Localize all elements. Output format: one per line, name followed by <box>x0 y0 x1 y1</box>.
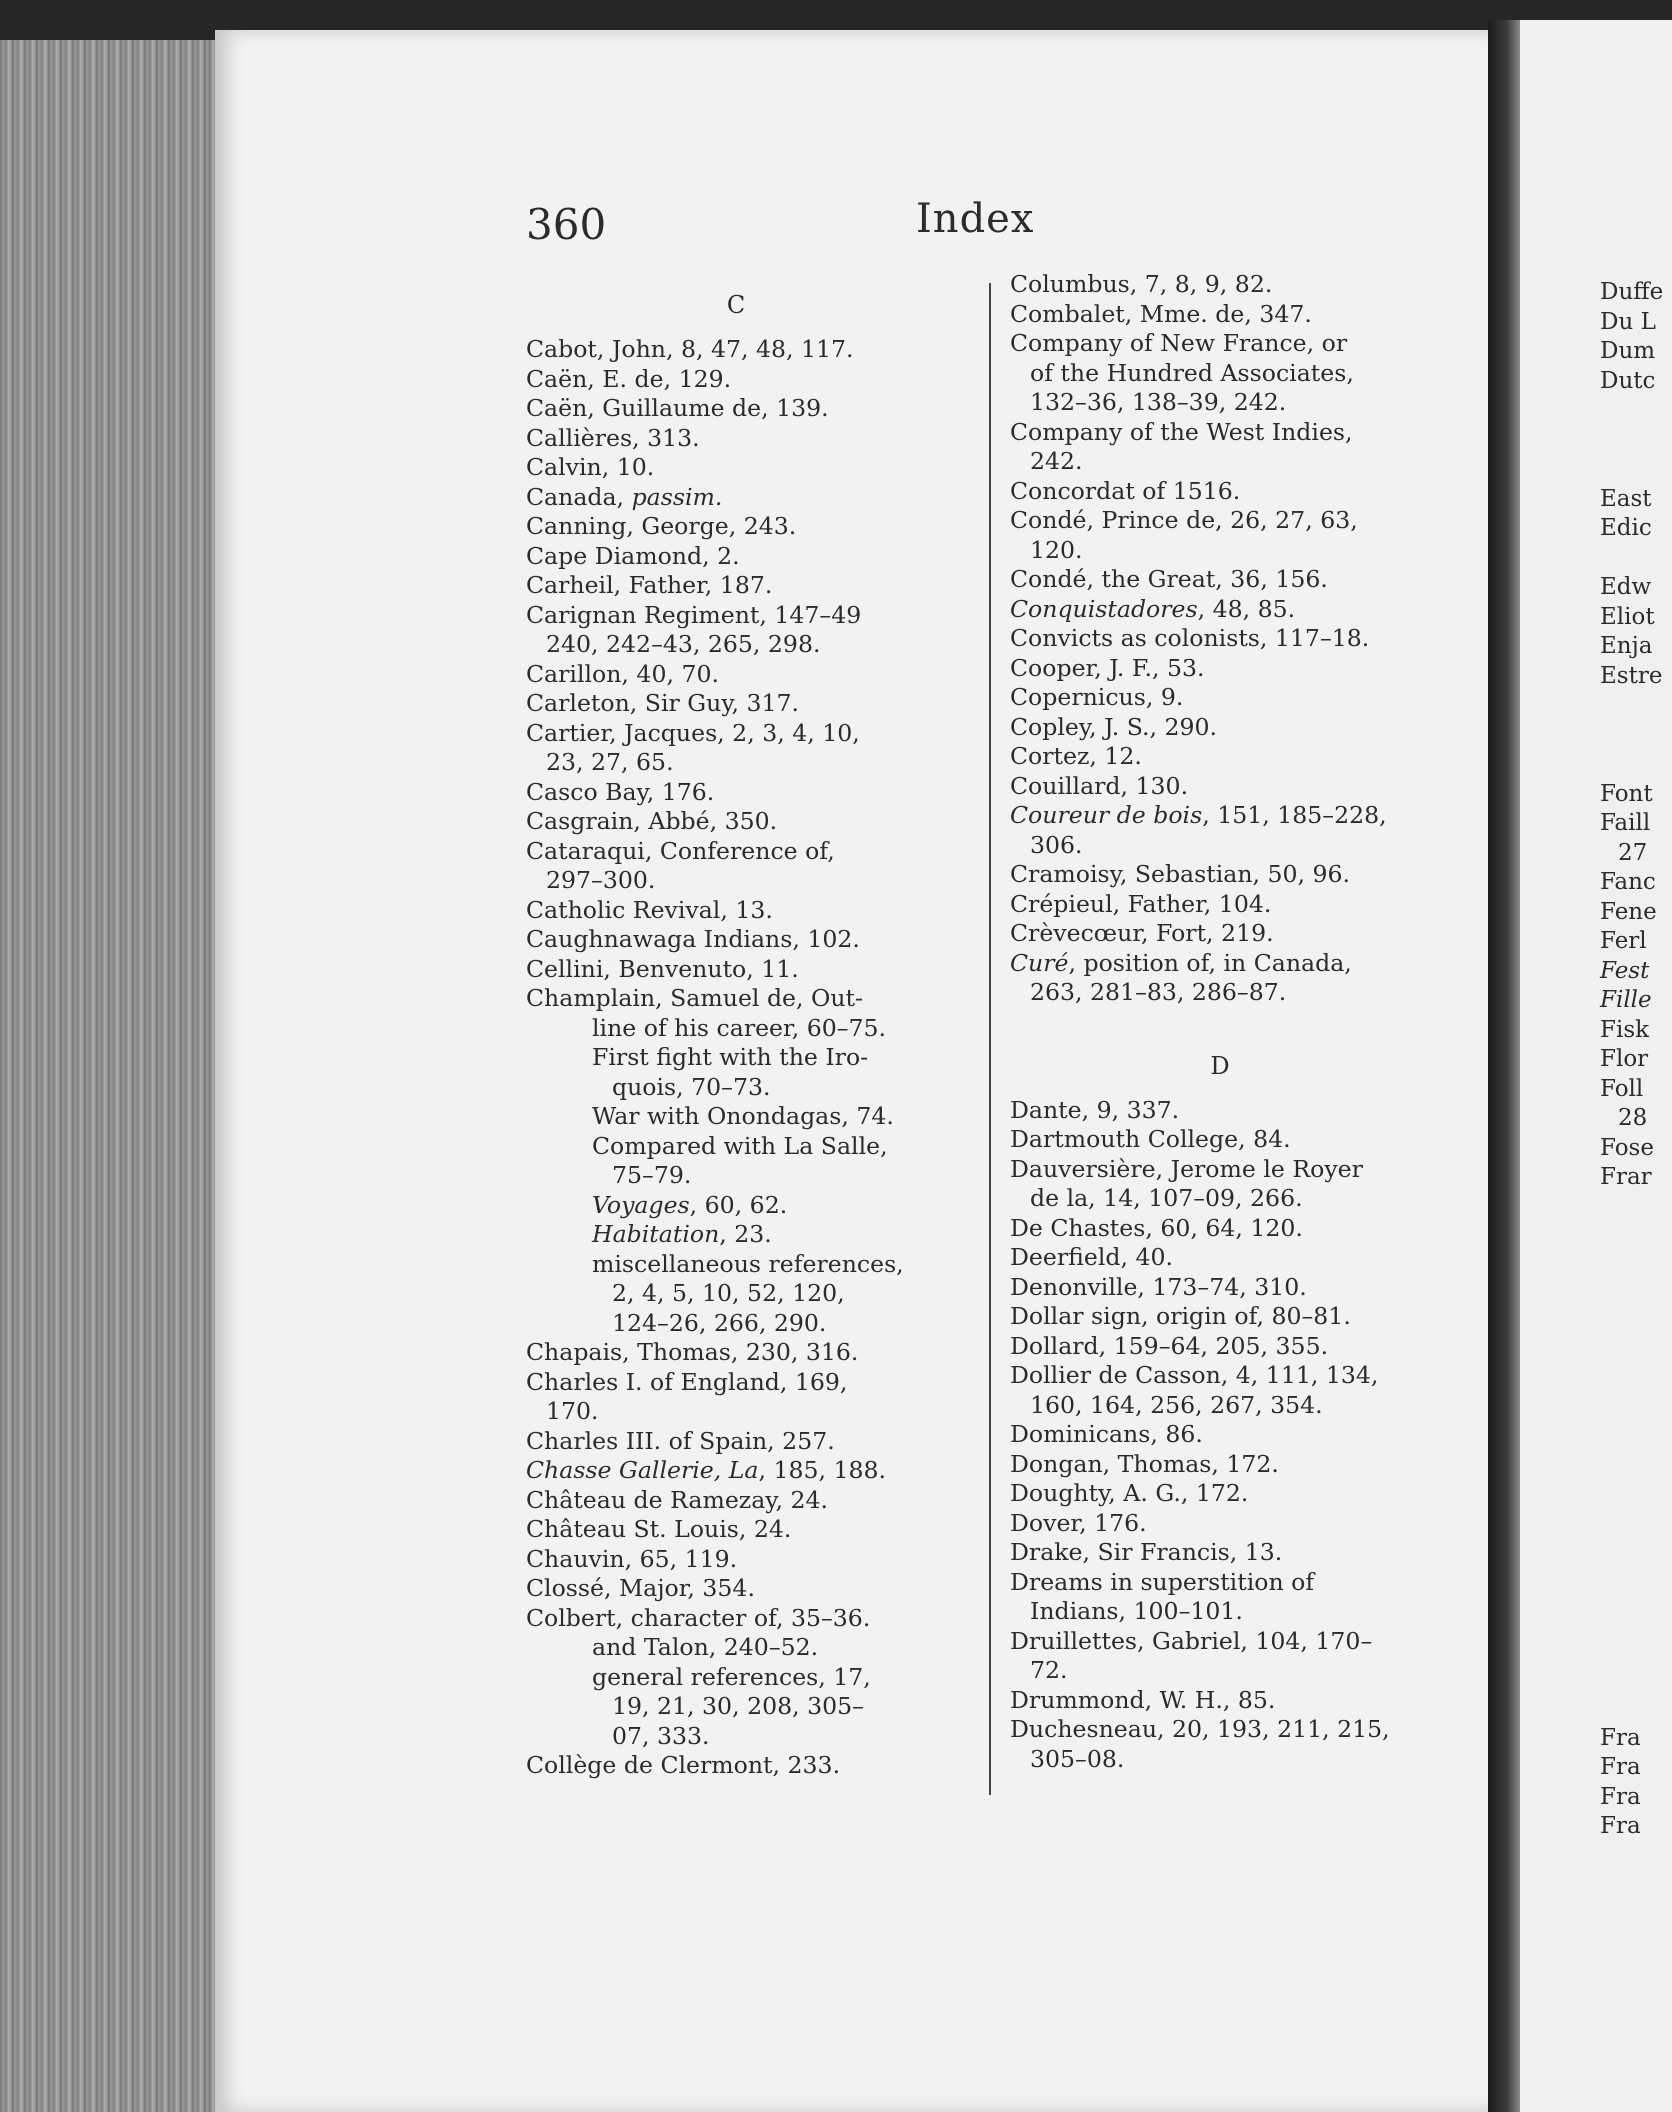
index-entry-line: Indians, 100–101. <box>1030 1597 1243 1625</box>
index-entry-line: 242. <box>1030 447 1083 475</box>
index-entry-line: Columbus, 7, 8, 9, 82. <box>1010 270 1273 298</box>
index-entry-line: Deerfield, 40. <box>1010 1243 1173 1271</box>
index-entry-line: Cape Diamond, 2. <box>526 541 740 570</box>
index-entry-line: Condé, the Great, 36, 156. <box>1010 565 1328 593</box>
index-entry-line: Copernicus, 9. <box>1010 683 1184 711</box>
facing-page-text-fragment: Du L <box>1600 308 1656 335</box>
facing-page-text-fragment: Ferl <box>1600 928 1647 954</box>
index-entry-line: Carignan Regiment, 147–49 <box>526 600 862 629</box>
index-entry-line: and Talon, 240–52. <box>592 1633 819 1661</box>
index-column-left <box>526 276 966 1781</box>
index-entry-line: Canning, George, 243. <box>526 512 797 540</box>
index-entry-line: Combalet, Mme. de, 347. <box>1010 299 1312 328</box>
index-entry-line: Dollier de Casson, 4, 111, 134, <box>1010 1361 1379 1389</box>
index-entry-line: Compared with La Salle, <box>592 1131 888 1160</box>
index-entry-line: Conquistadores, 48, 85. <box>1010 594 1296 623</box>
index-entry-line: 263, 281–83, 286–87. <box>1030 978 1287 1006</box>
index-entry-line: line of his career, 60–75. <box>592 1013 887 1042</box>
index-entry-line: Calvin, 10. <box>526 453 655 481</box>
index-entry-line: quois, 70–73. <box>612 1072 771 1101</box>
index-entry-line: Dauversière, Jerome le Royer <box>1010 1154 1363 1183</box>
index-entry-line: Cooper, J. F., 53. <box>1010 653 1205 682</box>
facing-page-text-fragment: Font <box>1600 780 1653 807</box>
index-entry-line: 75–79. <box>612 1161 692 1189</box>
running-head: Index <box>916 196 1035 242</box>
facing-page-text-fragment: 27 <box>1618 839 1648 866</box>
index-entry-line: Cataraqui, Conference of, <box>526 836 835 865</box>
facing-page-text-fragment: Fest <box>1600 957 1650 984</box>
index-entry-line: Château St. Louis, 24. <box>526 1515 792 1543</box>
index-entry-line: Carillon, 40, 70. <box>526 659 719 688</box>
index-entry-line: Dominicans, 86. <box>1010 1420 1203 1448</box>
facing-page-text-fragment: Fille <box>1600 987 1652 1013</box>
index-entry-line: 297–300. <box>546 866 656 894</box>
index-entry-line: Druillettes, Gabriel, 104, 170– <box>1010 1626 1373 1655</box>
facing-page-text-fragment: Flor <box>1600 1046 1649 1072</box>
facing-page-text-fragment: Duffe <box>1600 279 1664 305</box>
index-entry-line: Dartmouth College, 84. <box>1010 1125 1291 1153</box>
page-block-edges <box>0 40 218 2112</box>
index-entry-line: Dollard, 159–64, 205, 355. <box>1010 1331 1329 1360</box>
index-entry-line: de la, 14, 107–09, 266. <box>1030 1184 1303 1212</box>
facing-page-text-fragment: Fra <box>1600 1813 1641 1839</box>
book-gutter <box>1488 20 1520 2112</box>
facing-page-text-fragment: Fose <box>1600 1134 1654 1161</box>
index-entry-line: Carleton, Sir Guy, 317. <box>526 689 800 717</box>
index-entry-line: Dante, 9, 337. <box>1010 1095 1180 1124</box>
index-entry-line: 306. <box>1030 830 1083 859</box>
section-letter-d: D <box>1210 1051 1230 1080</box>
facing-page-text-fragment: Frar <box>1600 1164 1652 1190</box>
index-entry-line: Dollar sign, origin of, 80–81. <box>1010 1302 1351 1330</box>
index-entry-line: Drummond, W. H., 85. <box>1010 1685 1276 1714</box>
index-entry-line: Dover, 176. <box>1010 1508 1147 1537</box>
index-entry-line: Charles III. of Spain, 257. <box>526 1426 835 1455</box>
index-entry-line: 240, 242–43, 265, 298. <box>546 630 821 658</box>
facing-page-text-fragment: Foll <box>1600 1075 1644 1102</box>
index-entry-line: 07, 333. <box>612 1721 710 1750</box>
facing-page-text-fragment: Fra <box>1600 1724 1641 1751</box>
index-entry-line: Denonville, 173–74, 310. <box>1010 1272 1307 1301</box>
index-entry-line: Crèvecœur, Fort, 219. <box>1010 919 1274 947</box>
index-column-right <box>1010 270 1430 1774</box>
facing-page-text-fragment: Fisk <box>1600 1016 1650 1043</box>
index-entry-line: Caën, E. de, 129. <box>526 364 732 393</box>
facing-page-text-fragment: 28 <box>1618 1105 1648 1131</box>
index-entry-line: Voyages, 60, 62. <box>592 1190 788 1219</box>
index-entry-line: Company of New France, or <box>1010 329 1348 357</box>
facing-page-text-fragment: Edw <box>1600 574 1652 600</box>
facing-page-text-fragment: Edic <box>1600 515 1652 541</box>
index-entry-line: Duchesneau, 20, 193, 211, 215, <box>1010 1715 1390 1743</box>
index-entry-line: Charles I. of England, 169, <box>526 1367 848 1396</box>
index-entry-line: miscellaneous references, <box>592 1249 904 1278</box>
index-entry-line: Condé, Prince de, 26, 27, 63, <box>1010 506 1358 534</box>
index-entry-line: Crépieul, Father, 104. <box>1010 889 1272 918</box>
index-entry-line: War with Onondagas, 74. <box>592 1102 894 1130</box>
facing-page-text-fragment: Fene <box>1600 898 1657 925</box>
page-number: 360 <box>526 200 607 249</box>
index-entry-line: Habitation, 23. <box>592 1220 772 1248</box>
index-entry-line: Convicts as colonists, 117–18. <box>1010 624 1370 652</box>
facing-page-text-fragment: Fra <box>1600 1783 1641 1810</box>
facing-page-text-fragment: Faill <box>1600 810 1651 836</box>
index-entry-line: Château de Ramezay, 24. <box>526 1485 829 1514</box>
index-entry-line: 19, 21, 30, 208, 305– <box>612 1692 864 1720</box>
index-entry-line: 132–36, 138–39, 242. <box>1030 388 1287 416</box>
index-entry-line: Caughnawaga Indians, 102. <box>526 925 860 953</box>
index-entry-line: Company of the West Indies, <box>1010 417 1353 446</box>
index-entry-line: Canada, passim. <box>526 482 723 511</box>
index-entry-line: Cellini, Benvenuto, 11. <box>526 954 799 983</box>
index-entry-line: Champlain, Samuel de, Out- <box>526 984 864 1012</box>
index-entry-line: general references, 17, <box>592 1662 871 1691</box>
facing-page-text-fragment: Fanc <box>1600 869 1656 895</box>
index-entry-line: Drake, Sir Francis, 13. <box>1010 1538 1283 1566</box>
index-entry-line: Caën, Guillaume de, 139. <box>526 394 829 422</box>
facing-page-text-fragment: Dutc <box>1600 367 1656 394</box>
index-entry-line: Doughty, A. G., 172. <box>1010 1479 1249 1507</box>
index-entry-line: Copley, J. S., 290. <box>1010 712 1218 741</box>
index-entry-line: 72. <box>1030 1656 1068 1684</box>
facing-page-text-fragment: Dum <box>1600 338 1656 364</box>
index-entry-line: Cortez, 12. <box>1010 742 1142 770</box>
index-entry-line: 120. <box>1030 535 1083 564</box>
index-entry-line: Casgrain, Abbé, 350. <box>526 807 778 835</box>
index-entry-line: Chasse Gallerie, La, 185, 188. <box>526 1456 887 1484</box>
index-entry-line: De Chastes, 60, 64, 120. <box>1010 1213 1303 1242</box>
index-entry-line: Coureur de bois, 151, 185–228, <box>1010 801 1387 829</box>
index-entry-line: Dreams in superstition of <box>1010 1567 1315 1596</box>
index-entry-line: 305–08. <box>1030 1744 1125 1773</box>
facing-page-text-fragment: Estre <box>1600 662 1663 689</box>
index-entry-line: Chapais, Thomas, 230, 316. <box>526 1338 859 1366</box>
index-entry-line: Chauvin, 65, 119. <box>526 1544 738 1573</box>
index-entry-line: 170. <box>546 1397 599 1425</box>
index-entry-line: Callières, 313. <box>526 423 700 452</box>
index-entry-line: Catholic Revival, 13. <box>526 895 773 924</box>
column-divider <box>989 283 991 1795</box>
facing-page-text-fragment: East <box>1600 485 1652 512</box>
index-entry-line: 124–26, 266, 290. <box>612 1308 827 1337</box>
index-entry-line: 2, 4, 5, 10, 52, 120, <box>612 1279 845 1307</box>
facing-page-text-fragment: Eliot <box>1600 603 1655 630</box>
index-entry-line: of the Hundred Associates, <box>1030 358 1354 387</box>
index-entry-line: Dongan, Thomas, 172. <box>1010 1449 1279 1478</box>
index-entry-line: Cartier, Jacques, 2, 3, 4, 10, <box>526 718 860 747</box>
index-entry-line: 23, 27, 65. <box>546 748 674 776</box>
facing-page-text-fragment: Fra <box>1600 1754 1641 1780</box>
index-entry-line: Couillard, 130. <box>1010 771 1189 800</box>
index-entry-line: First fight with the Iro- <box>592 1043 869 1071</box>
index-entry-line: 160, 164, 256, 267, 354. <box>1030 1390 1323 1419</box>
index-entry-line: Curé, position of, in Canada, <box>1010 948 1352 977</box>
index-entry-line: Collège de Clermont, 233. <box>526 1751 841 1779</box>
index-entry-line: Concordat of 1516. <box>1010 476 1241 505</box>
index-entry-line: Colbert, character of, 35–36. <box>526 1603 871 1632</box>
index-entry-line: Casco Bay, 176. <box>526 777 715 806</box>
index-entry-line: Clossé, Major, 354. <box>526 1574 755 1602</box>
facing-page-text-fragment: Enja <box>1600 633 1653 659</box>
index-entry-line: Cabot, John, 8, 47, 48, 117. <box>526 335 854 363</box>
index-entry-line: Carheil, Father, 187. <box>526 571 773 599</box>
section-letter-c: C <box>726 291 746 319</box>
index-entry-line: Cramoisy, Sebastian, 50, 96. <box>1010 860 1351 888</box>
